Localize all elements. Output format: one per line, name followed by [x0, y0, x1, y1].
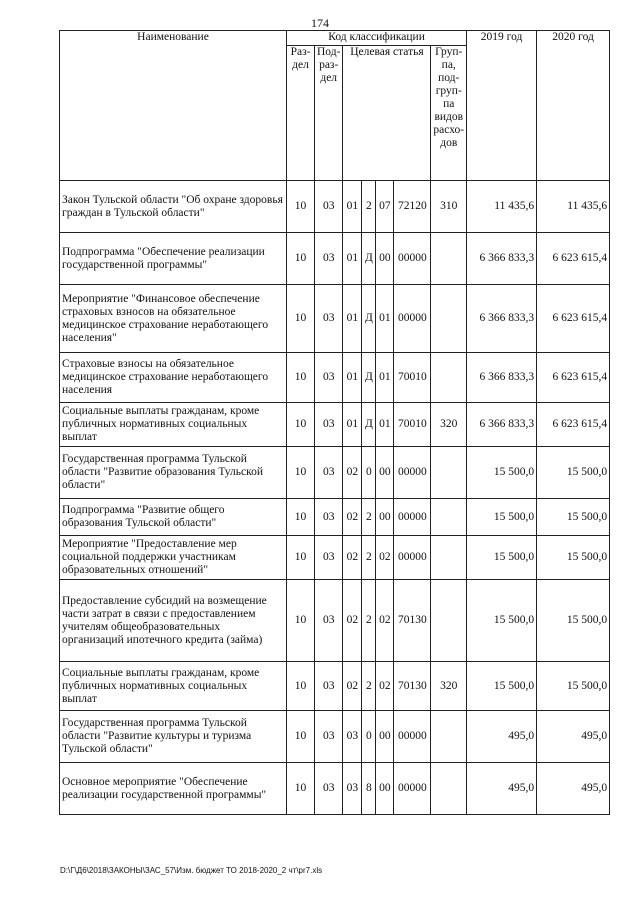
row-expense-type	[431, 447, 467, 499]
row-amount-2020: 6 623 615,4	[537, 403, 610, 447]
row-program-code: 02	[343, 536, 362, 580]
row-subprogram-code: 2	[362, 499, 376, 536]
row-amount-2020: 11 435,6	[537, 181, 610, 233]
row-razdel: 10	[287, 181, 315, 233]
row-subprogram-code: 0	[362, 711, 376, 763]
row-direction-code: 70130	[394, 580, 431, 662]
row-event-code: 02	[376, 536, 394, 580]
row-event-code: 00	[376, 763, 394, 815]
row-event-code: 07	[376, 181, 394, 233]
row-program-code: 03	[343, 711, 362, 763]
row-amount-2020: 15 500,0	[537, 580, 610, 662]
row-podrazdel: 03	[315, 711, 343, 763]
row-amount-2019: 6 366 833,3	[467, 403, 537, 447]
table-row	[60, 233, 610, 285]
row-expense-type	[431, 763, 467, 815]
row-name: Подпрограмма "Развитие общего образования Тульской области"	[60, 499, 287, 536]
table-row	[60, 662, 610, 711]
row-name: Подпрограмма "Обеспечение реализации государственной программы"	[60, 233, 287, 285]
row-name: Социальные выплаты гражданам, кроме публичных нормативных социальных выплат	[60, 662, 287, 711]
page-number: 174	[311, 16, 329, 30]
table-row	[60, 711, 610, 763]
row-podrazdel: 03	[315, 447, 343, 499]
row-expense-type	[431, 711, 467, 763]
row-podrazdel: 03	[315, 536, 343, 580]
row-event-code: 00	[376, 499, 394, 536]
row-event-code: 01	[376, 285, 394, 353]
file-path-footer: D:\Г\Д6\2018\ЗАКОНЫ\ЗАС_57\Изм. бюджет ТО 2018-2020_2 чт\pr7.xls	[60, 866, 323, 875]
header-classification: Код классификации	[287, 31, 467, 46]
row-subprogram-code: 2	[362, 662, 376, 711]
row-amount-2019: 6 366 833,3	[467, 285, 537, 353]
row-subprogram-code: 0	[362, 447, 376, 499]
header-year-2020: 2020 год	[537, 31, 610, 181]
row-event-code: 01	[376, 353, 394, 403]
row-direction-code: 00000	[394, 763, 431, 815]
row-amount-2020: 15 500,0	[537, 536, 610, 580]
row-direction-code: 72120	[394, 181, 431, 233]
row-amount-2019: 15 500,0	[467, 536, 537, 580]
header-celevaya-statya: Целевая статья	[343, 46, 431, 181]
row-razdel: 10	[287, 233, 315, 285]
row-event-code: 00	[376, 447, 394, 499]
row-amount-2019: 11 435,6	[467, 181, 537, 233]
row-expense-type	[431, 233, 467, 285]
row-event-code: 02	[376, 662, 394, 711]
row-direction-code: 00000	[394, 285, 431, 353]
row-amount-2019: 6 366 833,3	[467, 233, 537, 285]
row-subprogram-code: Д	[362, 403, 376, 447]
header-year-2019: 2019 год	[467, 31, 537, 181]
row-razdel: 10	[287, 711, 315, 763]
row-amount-2020: 495,0	[537, 763, 610, 815]
row-subprogram-code: 2	[362, 536, 376, 580]
row-event-code: 00	[376, 711, 394, 763]
row-name: Мероприятие "Предоставление мер социальной поддержки участникам образовательных отношений"	[60, 536, 287, 580]
table-row	[60, 181, 610, 233]
row-razdel: 10	[287, 499, 315, 536]
row-program-code: 01	[343, 233, 362, 285]
row-amount-2019: 15 500,0	[467, 580, 537, 662]
header-podrazdel: Под-раз-дел	[315, 46, 343, 181]
row-razdel: 10	[287, 763, 315, 815]
row-name: Страховые взносы на обязательное медицинское страхование неработающего населения	[60, 353, 287, 403]
row-direction-code: 00000	[394, 233, 431, 285]
row-expense-type	[431, 580, 467, 662]
row-amount-2020: 495,0	[537, 711, 610, 763]
row-podrazdel: 03	[315, 499, 343, 536]
budget-table	[59, 30, 610, 815]
row-subprogram-code: 8	[362, 763, 376, 815]
row-razdel: 10	[287, 285, 315, 353]
row-expense-type	[431, 353, 467, 403]
row-podrazdel: 03	[315, 233, 343, 285]
row-program-code: 02	[343, 447, 362, 499]
row-name: Основное мероприятие "Обеспечение реализации государственной программы"	[60, 763, 287, 815]
row-subprogram-code: 2	[362, 181, 376, 233]
row-podrazdel: 03	[315, 403, 343, 447]
row-program-code: 02	[343, 499, 362, 536]
table-row	[60, 763, 610, 815]
row-amount-2019: 495,0	[467, 763, 537, 815]
row-subprogram-code: Д	[362, 285, 376, 353]
row-direction-code: 00000	[394, 536, 431, 580]
row-amount-2020: 6 623 615,4	[537, 353, 610, 403]
header-gruppa-vidov-rashodov: Груп-па, под-груп-па видов расхо-дов	[431, 46, 467, 181]
row-amount-2019: 6 366 833,3	[467, 353, 537, 403]
row-name: Предоставление субсидий на возмещение части затрат в связи с предоставлением учителям общеобразовательных организаций ипотечного кредита (займа)	[60, 580, 287, 662]
row-program-code: 01	[343, 353, 362, 403]
table-row	[60, 447, 610, 499]
row-podrazdel: 03	[315, 580, 343, 662]
row-name: Государственная программа Тульской области "Развитие образования Тульской области"	[60, 447, 287, 499]
row-amount-2020: 15 500,0	[537, 499, 610, 536]
row-amount-2020: 6 623 615,4	[537, 233, 610, 285]
table-row	[60, 285, 610, 353]
row-amount-2019: 495,0	[467, 711, 537, 763]
table-row	[60, 536, 610, 580]
row-direction-code: 70010	[394, 403, 431, 447]
row-expense-type	[431, 499, 467, 536]
row-expense-type: 320	[431, 403, 467, 447]
row-subprogram-code: 2	[362, 580, 376, 662]
row-direction-code: 70130	[394, 662, 431, 711]
row-razdel: 10	[287, 662, 315, 711]
row-program-code: 01	[343, 403, 362, 447]
row-event-code: 00	[376, 233, 394, 285]
row-expense-type	[431, 536, 467, 580]
row-event-code: 01	[376, 403, 394, 447]
row-direction-code: 00000	[394, 499, 431, 536]
table-row	[60, 499, 610, 536]
row-event-code: 02	[376, 580, 394, 662]
row-program-code: 02	[343, 580, 362, 662]
row-name: Социальные выплаты гражданам, кроме публичных нормативных социальных выплат	[60, 403, 287, 447]
row-podrazdel: 03	[315, 763, 343, 815]
row-subprogram-code: Д	[362, 353, 376, 403]
row-razdel: 10	[287, 403, 315, 447]
row-amount-2020: 15 500,0	[537, 447, 610, 499]
table-row	[60, 353, 610, 403]
row-amount-2020: 15 500,0	[537, 662, 610, 711]
row-razdel: 10	[287, 536, 315, 580]
row-razdel: 10	[287, 353, 315, 403]
row-direction-code: 00000	[394, 711, 431, 763]
row-razdel: 10	[287, 447, 315, 499]
row-podrazdel: 03	[315, 285, 343, 353]
header-name: Наименование	[60, 31, 287, 181]
row-expense-type	[431, 285, 467, 353]
row-amount-2019: 15 500,0	[467, 447, 537, 499]
table-row	[60, 580, 610, 662]
row-razdel: 10	[287, 580, 315, 662]
row-amount-2019: 15 500,0	[467, 662, 537, 711]
table-row	[60, 403, 610, 447]
row-subprogram-code: Д	[362, 233, 376, 285]
row-name: Государственная программа Тульской области "Развитие культуры и туризма Тульской области"	[60, 711, 287, 763]
row-amount-2020: 6 623 615,4	[537, 285, 610, 353]
row-name: Закон Тульской области "Об охране здоровья граждан в Тульской области"	[60, 181, 287, 233]
row-name: Мероприятие "Финансовое обеспечение страховых взносов на обязательное медицинское страхование неработающего населения"	[60, 285, 287, 353]
row-expense-type: 320	[431, 662, 467, 711]
row-direction-code: 70010	[394, 353, 431, 403]
row-podrazdel: 03	[315, 353, 343, 403]
row-program-code: 03	[343, 763, 362, 815]
row-direction-code: 00000	[394, 447, 431, 499]
row-podrazdel: 03	[315, 662, 343, 711]
row-podrazdel: 03	[315, 181, 343, 233]
header-razdel: Раз-дел	[287, 46, 315, 181]
row-amount-2019: 15 500,0	[467, 499, 537, 536]
row-expense-type: 310	[431, 181, 467, 233]
row-program-code: 01	[343, 285, 362, 353]
row-program-code: 01	[343, 181, 362, 233]
row-program-code: 02	[343, 662, 362, 711]
